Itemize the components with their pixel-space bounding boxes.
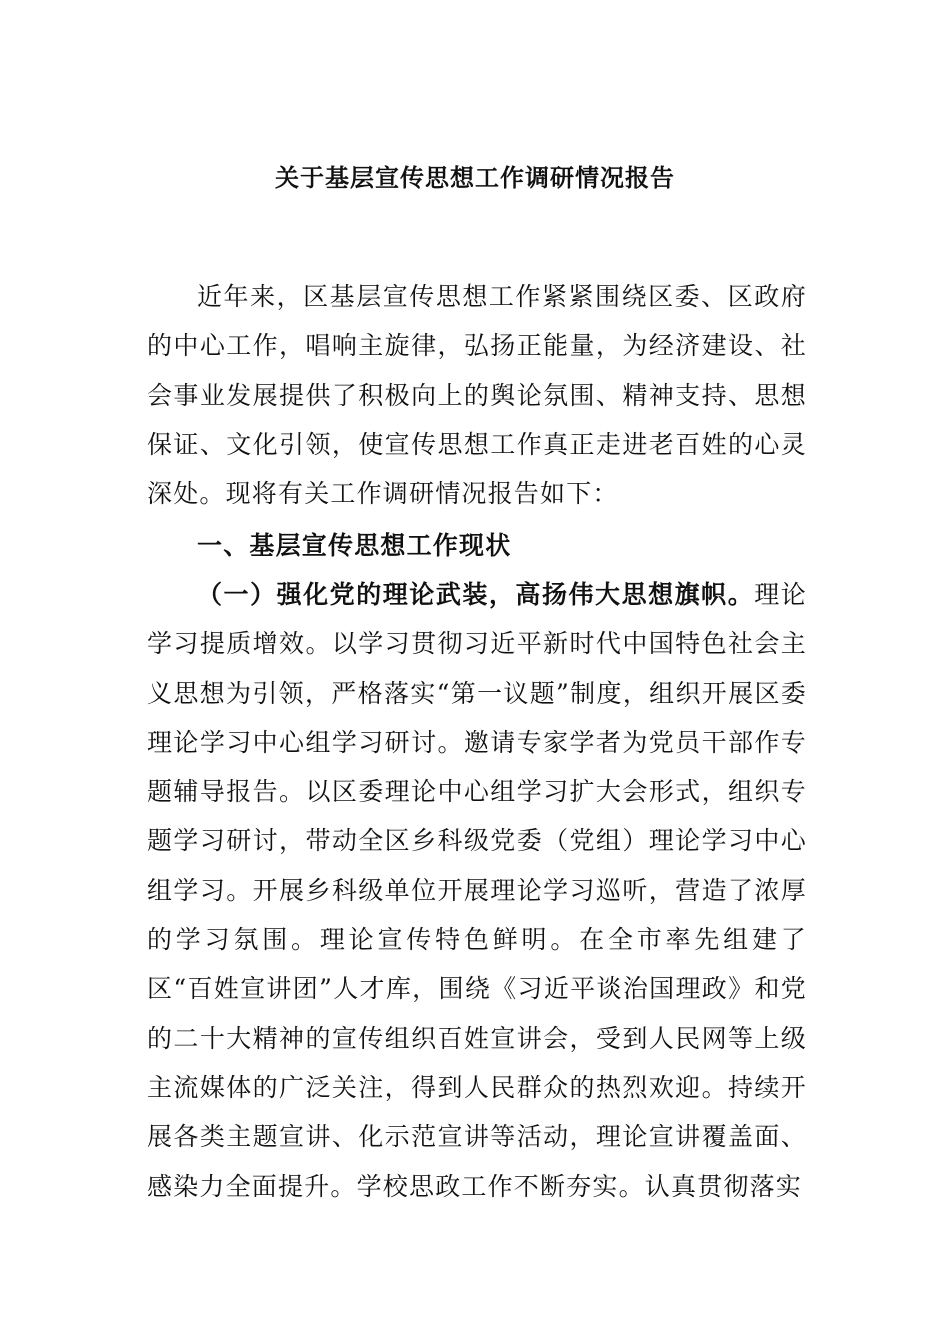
section-heading: 一、基层宣传思想工作现状 <box>197 531 512 560</box>
subsection-paragraph <box>147 570 807 1211</box>
document-title: 关于基层宣传思想工作调研情况报告 <box>275 163 675 192</box>
intro-paragraph: 近年来，区基层宣传思想工作紧紧围绕区委、区政府的中心工作，唱响主旋律，弘扬正能量，为经济建设、社会事业发展提供了积极向上的舆论氛围、精神支持、思想保证、文化引领，使宣传思想工作真正走进老百姓的心灵深处。现将有关工作调研情况报告如下： <box>147 282 807 509</box>
subsection-text: 理论学习提质增效。以学习贯彻习近平新时代中国特色社会主义思想为引领，严格落实“第一议题”制度，组织开展区委理论学习中心组学习研讨。邀请专家学者为党员干部作专题辅导报告。以区委理论中心组学习扩大会形式，组织专题学习研讨，带动全区乡科级党委（党组）理论学习中心组学习。开展乡科级单位开展理论学习巡听，营造了浓厚的学习氛围。理论宣传特色鲜明。在全市率先组建了区“百姓宣讲团”人才库，围绕《习近平谈治国理政》和党的二十大精神的宣传组织百姓宣讲会，受到人民网等上级主流媒体的广泛关注，得到人民群众的热烈欢迎。持续开展各类主题宣讲、化示范宣讲等活动，理论宣讲覆盖面、感染力全面提升。学校思政工作不断夯实。认真贯彻落实 <box>147 580 808 1201</box>
subsection-heading: （一）强化党的理论武装，高扬伟大思想旗帜。 <box>197 580 755 609</box>
